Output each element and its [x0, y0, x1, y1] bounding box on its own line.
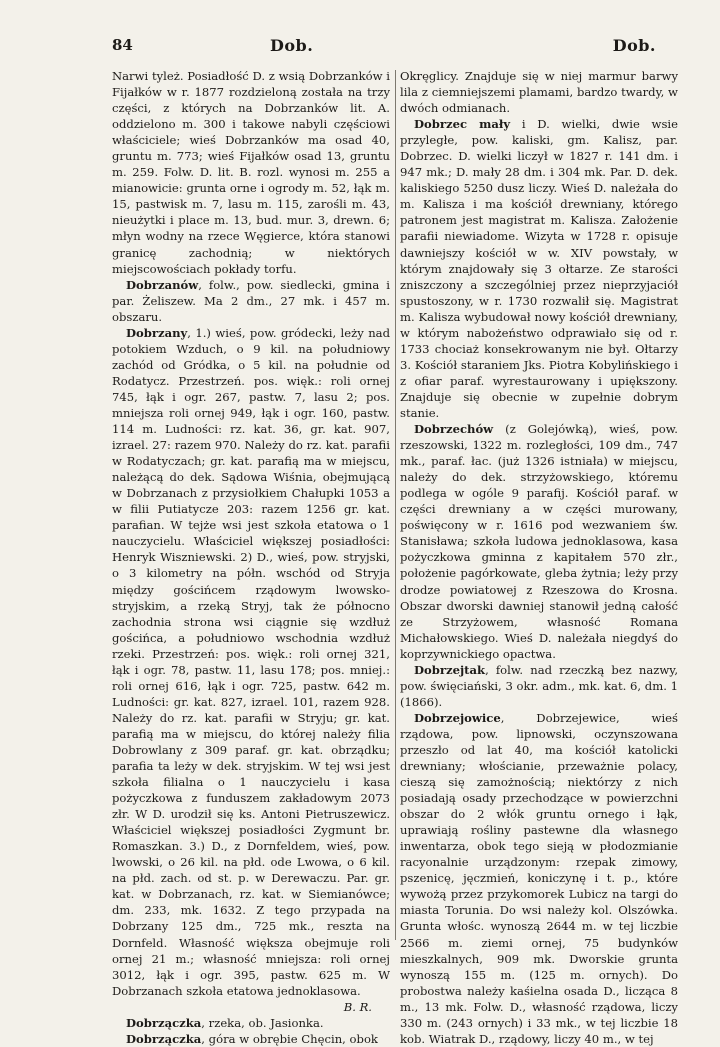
dictionary-entry	[400, 662, 678, 710]
dictionary-entry	[112, 68, 390, 277]
entry-headword: Dobrzanów	[126, 277, 199, 292]
entry-headword: Dobrzec mały	[414, 117, 511, 132]
entry-headword: Dobrzączka	[126, 1015, 202, 1030]
dictionary-entry	[400, 68, 678, 116]
entry-text: , folw., pow. siedlecki, gmina i par. Żeliszew. Ma 2 dm., 27 mk. i 457 m. obszaru.	[112, 277, 390, 324]
signature	[112, 999, 390, 1015]
entry-headword: Dobrzechów	[414, 422, 494, 437]
entry-headword: Dobrzany	[126, 325, 188, 340]
entry-text: (z Golejówką), wieś, pow. rzeszowski, 1322 m. rozległości, 109 dm., 747 mk., paraf. łac. (już 1326 istniała) w miejscu, należy do dek. strzyżowskiego, któremu podlega w ogóle 9 parafij. Kościół paraf. w części drewniany a w części murowany, poświęcony w r. 1616 pod wezwaniem św. Stanisława; szkoła ludowa jednoklasowa, kasa pożyczkowa gminna z kapitałem 570 złr., położenie pagórkowate, gleba żytnia; leży przy drodze powiatowej z Rzeszowa do Krosna. Obszar dworski dawniej stanowił jedną całość ze Strzyżowem, własność Romana Michałowskiego. Wieś D. należała niegdyś do koprzywnickiego opactwa.	[400, 422, 678, 661]
entry-text: Narwi tyleż. Posiadłość D. z wsią Dobrzanków i Fijałków w r. 1877 rozdzieloną została na trzy części, z których na Dobrzanków lit. A. oddzielono m. 300 i takowe nabyli częściowi właściciele; wieś Dobrzanków ma osad 40, gruntu m. 773; wieś Fijałków osad 13, gruntu m. 259. Folw. D. lit. B. rozl. wynosi m. 255 a mianowicie: grunta orne i ogrody m. 52, łąk m. 15, pastwisk m. 7, lasu m. 115, zarośli m. 43, nieużytki i place m. 13, bud. mur. 3, drewn. 6; młyn wodny na rzece Węgierce, która stanowi granicę zachodnią; w niektórych miejscowościach pokłady torfu.	[112, 69, 390, 276]
entry-text: , folw. nad rzeczką bez nazwy, pow. święciański, 3 okr. adm., mk. kat. 6, dm. 1 (1866).	[400, 662, 678, 709]
dictionary-entry	[112, 277, 390, 325]
entry-text: , Dobrzejewice, wieś rządowa, pow. lipnowski, oczynszowana przeszło od lat 40, ma kościół katolicki drewniany; włościanie, przeważnie polacy, cieszą się zamożnością; niektórzy z nich posiadają osady przechodzące w powierzchni obszar do 2 włók gruntu ornego i łąk, uprawiają rośliny pastewne dla własnego inwentarza, obok tego sieją w płodozmianie racyonalnie urządzonym: rzepak zimowy, pszenicę, jęczmień, koniczynę i t. p., które wywożą przez przykomorek Lubicz na targi do miasta Torunia. Do wsi należy kol. Olszówka. Grunta włośc. wynoszą 2644 m. w tej liczbie 2566 m. ziemi ornej, 75 budynków mieszkalnych, 909 mk. Dworskie grunta wynoszą 155 m. (125 m. ornych). Do probostwa należy kaśielna osada D., licząca 8 m., 13 mk. Folw. D., własność rządowa, liczy 330 m. (243 ornych) i 33 mk., w tej liczbie 18 kob. Wiatrak D., rządowy, liczy 40 m., w tej	[400, 710, 678, 1046]
running-head-right: Dob.	[612, 36, 656, 55]
left-column	[112, 68, 390, 1046]
dictionary-entry	[112, 325, 390, 999]
entry-text: , rzeka, ob. Jasionka.	[201, 1015, 324, 1030]
entry-text: , 1.) wieś, pow. gródecki, leży nad potokiem Wzduch, o 9 kil. na południowy zachód od Gródka, o 5 kil. na południe od Rodatycz. Przestrzeń. pos. więk.: roli ornej 745, łąk i ogr. 267, pastw. 7, lasu 2; pos. mniejsza roli ornej 949, łąk i ogr. 160, pastw. 114 m. Ludności: rz. kat. 36, gr. kat. 907, izrael. 27: razem 970. Należy do rz. kat. parafii w Rodatyczach; gr. kat. parafią ma w miejscu, należącą do dek. Sądowa Wiśnia, obejmującą w Dobrzanach z przysiołkiem Chałupki 1053 a w filii Putiatycze 203: razem 1256 gr. kat. parafian. W tejże wsi jest szkoła etatowa o 1 nauczycielu. Właściciel większej posiadłości: Henryk Wiszniewski. 2) D., wieś, pow. stryjski, o 3 kilometry na półn. wschód od Stryja między gościńcem rządowym lwowsko-stryjskim, a rzeką Stryj, tak że północno zachodnia strona wsi ciągnie się wzdłuż gościńca, a południowo wschodnia wzdłuż rzeki. Przestrzeń: pos. więk.: roli ornej 321, łąk i ogr. 78, pastw. 11, lasu 178; pos. mniej.: roli ornej 616, łąk i ogr. 725, pastw. 642 m. Ludności: gr. kat. 827, izrael. 101, razem 928. Należy do rz. kat. parafii w Stryju; gr. kat. parafią ma w miejscu, do której należy filia Dobrowlany z 309 paraf. gr. kat. obrządku; parafia ta leży w dek. stryjskim. W tej wsi jest szkoła filialna o 1 nauczycielu i kasa pożyczkowa z funduszem zakładowym 2073 złr. W D. urodził się ks. Antoni Pietruszewicz. Właściciel większej posiadłości Zygmunt br. Romaszkan. 3.) D., z Dornfeldem, wieś, pow. lwowski, o 26 kil. na płd. ode Lwowa, o 6 kil. na płd. zach. od st. p. w Derewaczu. Par. gr. kat. w Dobrzanach, rz. kat. w Siemianówce; dm. 233, mk. 1632. Z tego przypada na Dobrzany 125 dm., 725 mk., reszta na Dornfeld. Własność większa obejmuje roli ornej 21 m.; własność mniejsza: roli ornej 3012, łąk i ogr. 395, pastw. 625 m. W Dobrzanach szkoła etatowa jednoklasowa.	[112, 325, 390, 998]
right-column	[400, 68, 678, 1046]
page-number: 84	[112, 36, 133, 54]
dictionary-entry	[112, 1031, 390, 1047]
dictionary-entry	[112, 1015, 390, 1031]
dictionary-entry	[400, 710, 678, 1047]
dictionary-entry	[400, 116, 678, 421]
column-divider	[395, 70, 396, 940]
entry-headword: Dobrzejtak	[414, 662, 486, 677]
entry-headword: Dobrzejowice	[414, 710, 501, 725]
dictionary-entry	[400, 421, 678, 662]
entry-text: B. R.	[343, 999, 372, 1014]
running-head-left: Dob.	[270, 36, 314, 55]
entry-text: i D. wielki, dwie wsie przyległe, pow. kaliski, gm. Kalisz, par. Dobrzec. D. wielki liczył w 1827 r. 141 dm. i 947 mk.; D. mały 28 dm. i 304 mk. Par. D. dek. kaliskiego 5250 dusz liczy. Wieś D. należała do m. Kalisza i ma kościół drewniany, którego patronem jest magistrat m. Kalisza. Założenie parafii niewiadome. Wizyta w 1728 r. opisuje dawniejszy kościół w w. XIV powstały, w którym znajdowały się 3 ołtarze. Ze starości zniszczony a szczególniej przez nieprzyjaciół spustoszony, w r. 1730 rozwalił się. Magistrat m. Kalisza wybudował nowy kościół drewniany, w którym nabożeństwo odprawiało się od r. 1733 chociaż konsekrowanym nie był. Ołtarzy 3. Kościół staraniem Jks. Piotra Kobylińskiego i z ofiar paraf. wyrestaurowany i upiększony. Znajduje się obecnie w zupełnie dobrym stanie.	[400, 117, 678, 420]
entry-text: , góra w obrębie Chęcin, obok	[201, 1031, 378, 1046]
page-header	[112, 36, 656, 64]
entry-headword: Dobrzączka	[126, 1031, 202, 1046]
entry-text: Okręglicy. Znajduje się w niej marmur barwy lila z ciemniejszemi plamami, bardzo twardy, w dwóch odmianach.	[400, 69, 678, 116]
